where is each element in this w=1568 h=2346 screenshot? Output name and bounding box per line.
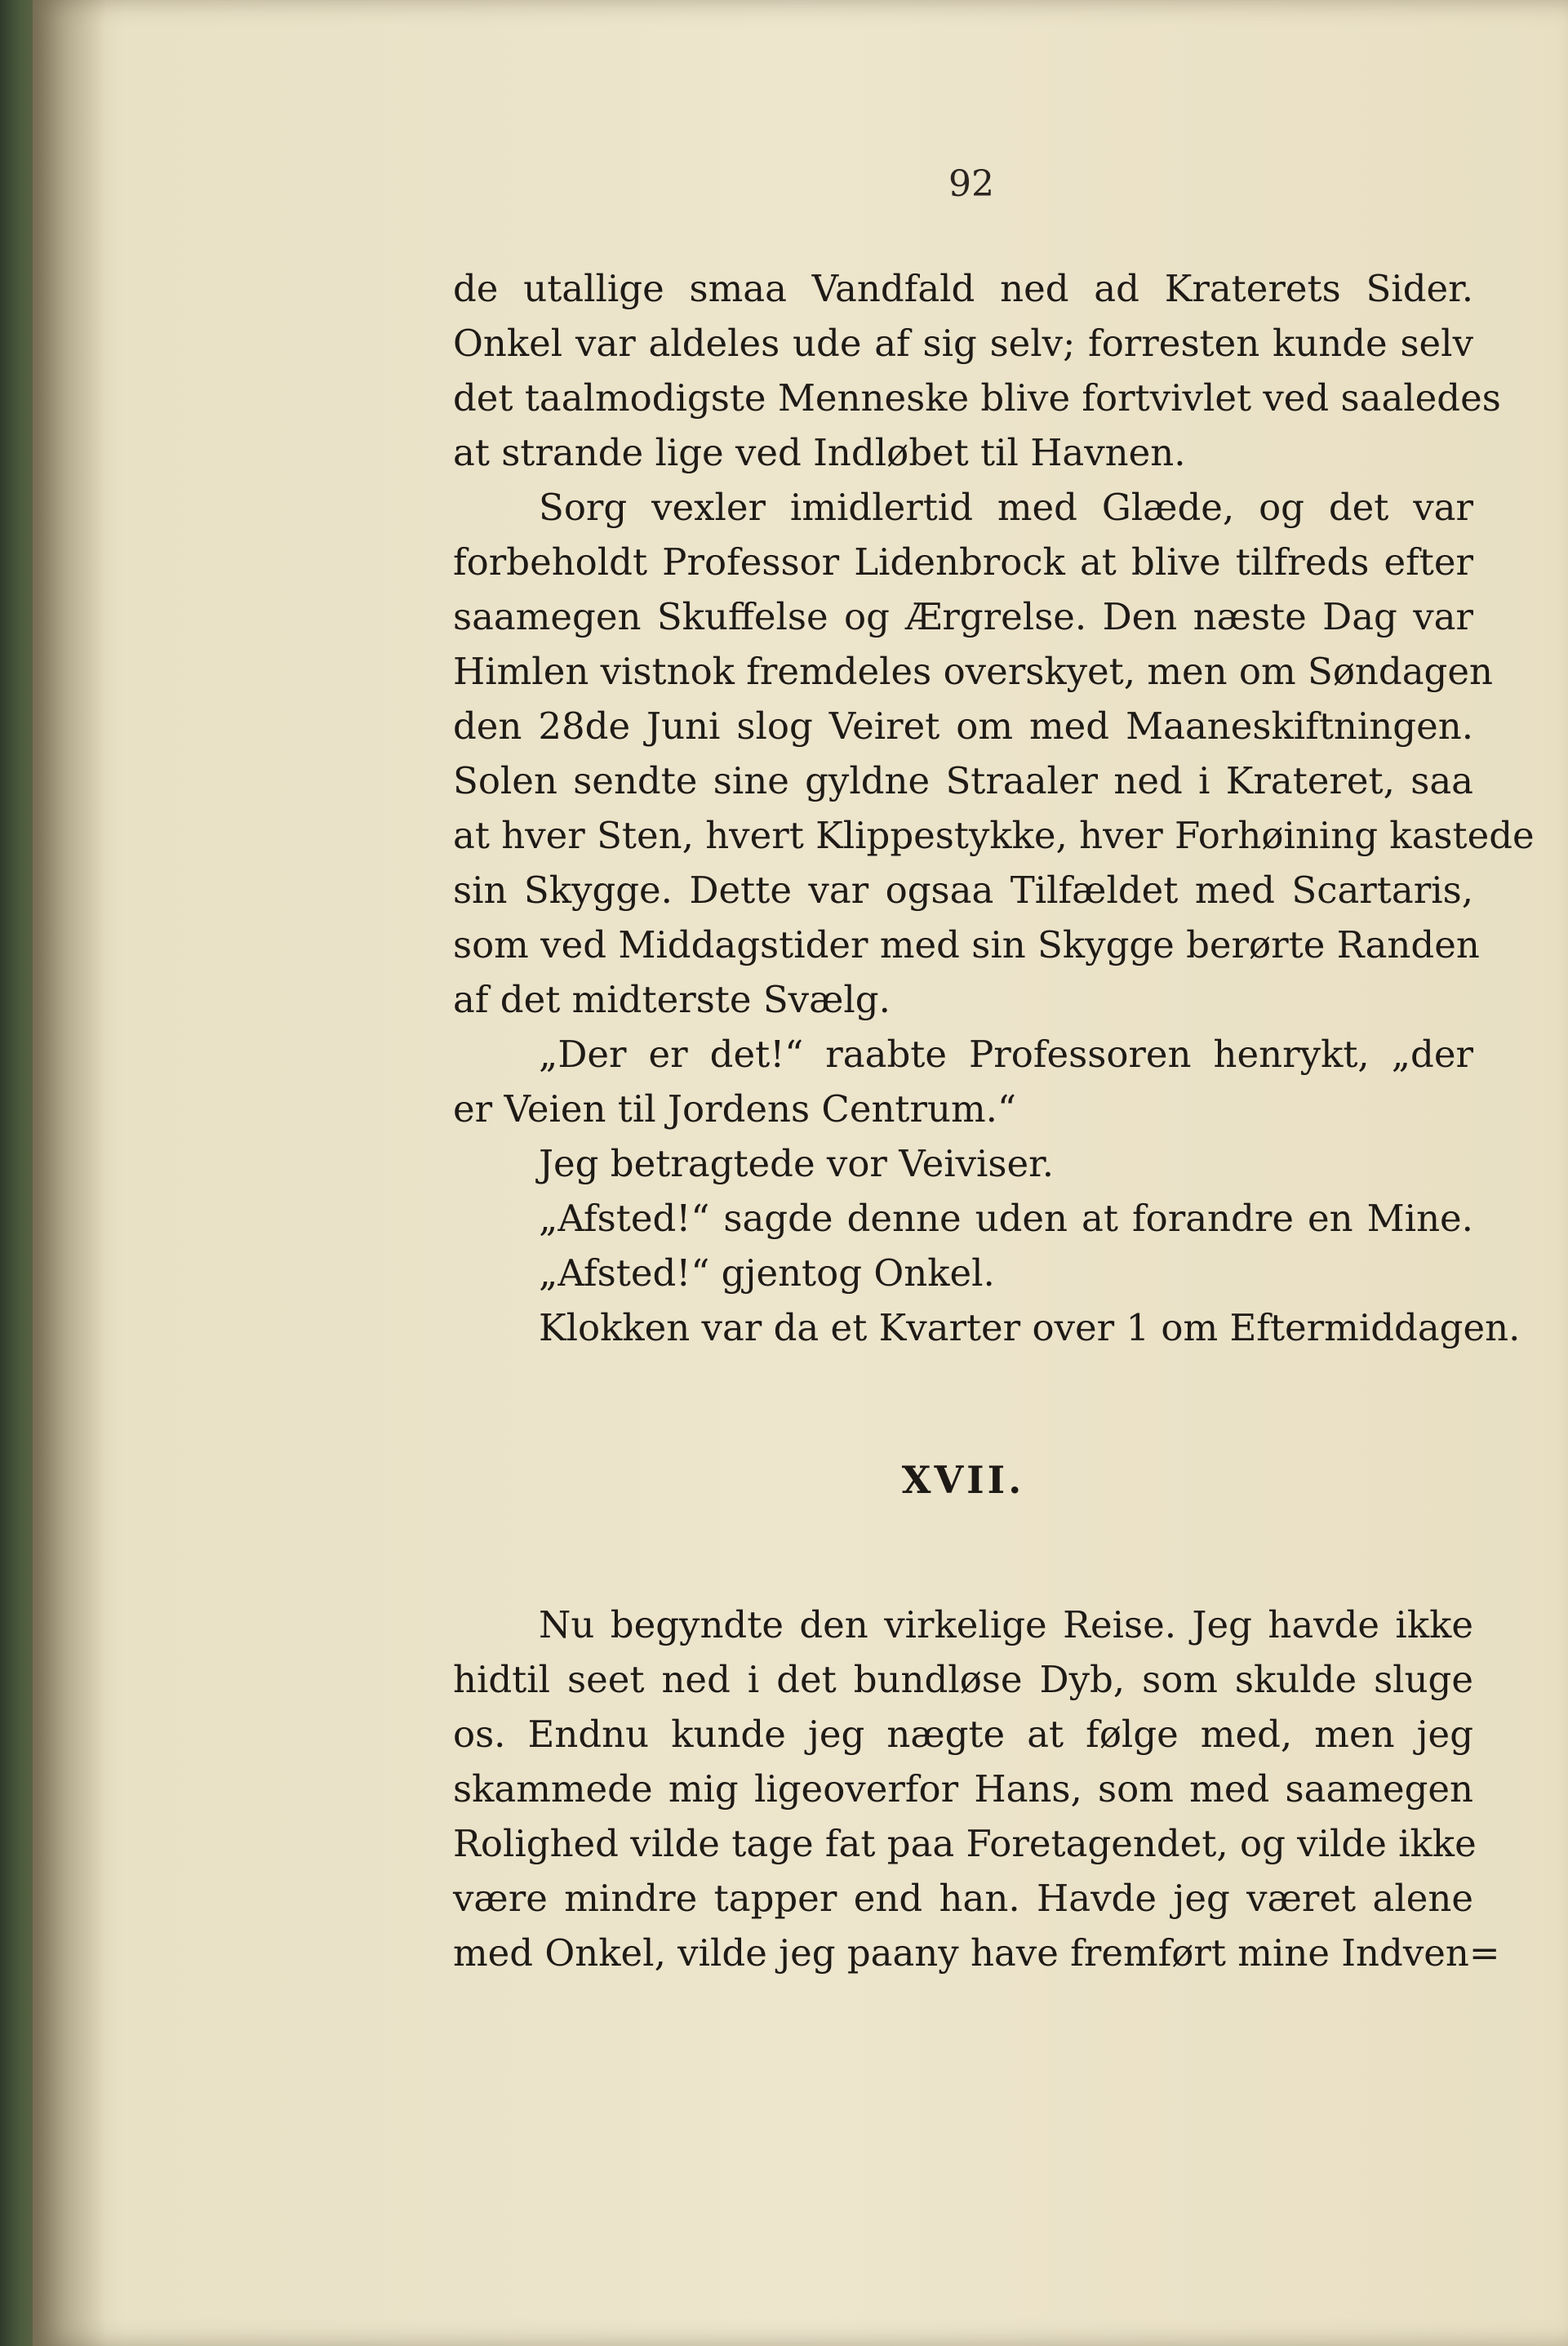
text-line: de utallige smaa Vandfald ned ad Kraterets Sider. xyxy=(453,267,1473,310)
text-line: af det midterste Svælg. xyxy=(453,978,891,1021)
text-line: „Afsted!“ gjentog Onkel. xyxy=(539,1251,995,1295)
text-line: er Veien til Jordens Centrum.“ xyxy=(453,1087,1016,1131)
text-line: Nu begyndte den virkelige Reise. Jeg havde ikke xyxy=(539,1603,1473,1646)
text-line: at strande lige ved Indløbet til Havnen. xyxy=(453,431,1186,474)
text-line: Himlen vistnok fremdeles overskyet, men om Søndagen xyxy=(453,650,1493,693)
text-line: være mindre tapper end han. Havde jeg været alene xyxy=(453,1877,1473,1920)
chapter-heading: XVII. xyxy=(901,1458,1025,1502)
spine-shadow xyxy=(33,0,106,2346)
text-line: skammede mig ligeoverfor Hans, som med saamegen xyxy=(453,1767,1473,1811)
text-line: hidtil seet ned i det bundløse Dyb, som skulde sluge xyxy=(453,1658,1473,1701)
text-line: som ved Middagstider med sin Skygge berørte Randen xyxy=(453,923,1480,966)
text-line: Solen sendte sine gyldne Straaler ned i Krateret, saa xyxy=(453,759,1473,802)
text-line: sin Skygge. Dette var ogsaa Tilfældet med Scartaris, xyxy=(453,869,1473,912)
page-number: 92 xyxy=(948,163,994,205)
text-line: det taalmodigste Menneske blive fortvivlet ved saaledes xyxy=(453,376,1501,420)
text-line: Jeg betragtede vor Veiviser. xyxy=(539,1142,1055,1185)
text-line: den 28de Juni slog Veiret om med Maaneskiftningen. xyxy=(453,704,1473,748)
text-line: os. Endnu kunde jeg nægte at følge med, men jeg xyxy=(453,1713,1473,1756)
page-text xyxy=(453,261,1535,1980)
text-line: „Afsted!“ sagde denne uden at forandre en Mine. xyxy=(539,1197,1473,1240)
text-line: med Onkel, vilde jeg paany have fremført mine Indven= xyxy=(453,1931,1500,1975)
text-line: forbeholdt Professor Lidenbrock at blive tilfreds efter xyxy=(453,540,1473,584)
text-line: saamegen Skuffelse og Ærgrelse. Den næste Dag var xyxy=(453,595,1473,638)
text-line: Sorg vexler imidlertid med Glæde, og det var xyxy=(539,486,1473,529)
text-line: Klokken var da et Kvarter over 1 om Eftermiddagen. xyxy=(539,1306,1521,1349)
text-line: Onkel var aldeles ude af sig selv; forresten kunde selv xyxy=(453,322,1473,365)
text-line: Rolighed vilde tage fat paa Foretagendet, og vilde ikke xyxy=(453,1822,1477,1865)
text-line: „Der er det!“ raabte Professoren henrykt, „der xyxy=(539,1033,1473,1076)
text-line: at hver Sten, hvert Klippestykke, hver Forhøining kastede xyxy=(453,814,1535,857)
